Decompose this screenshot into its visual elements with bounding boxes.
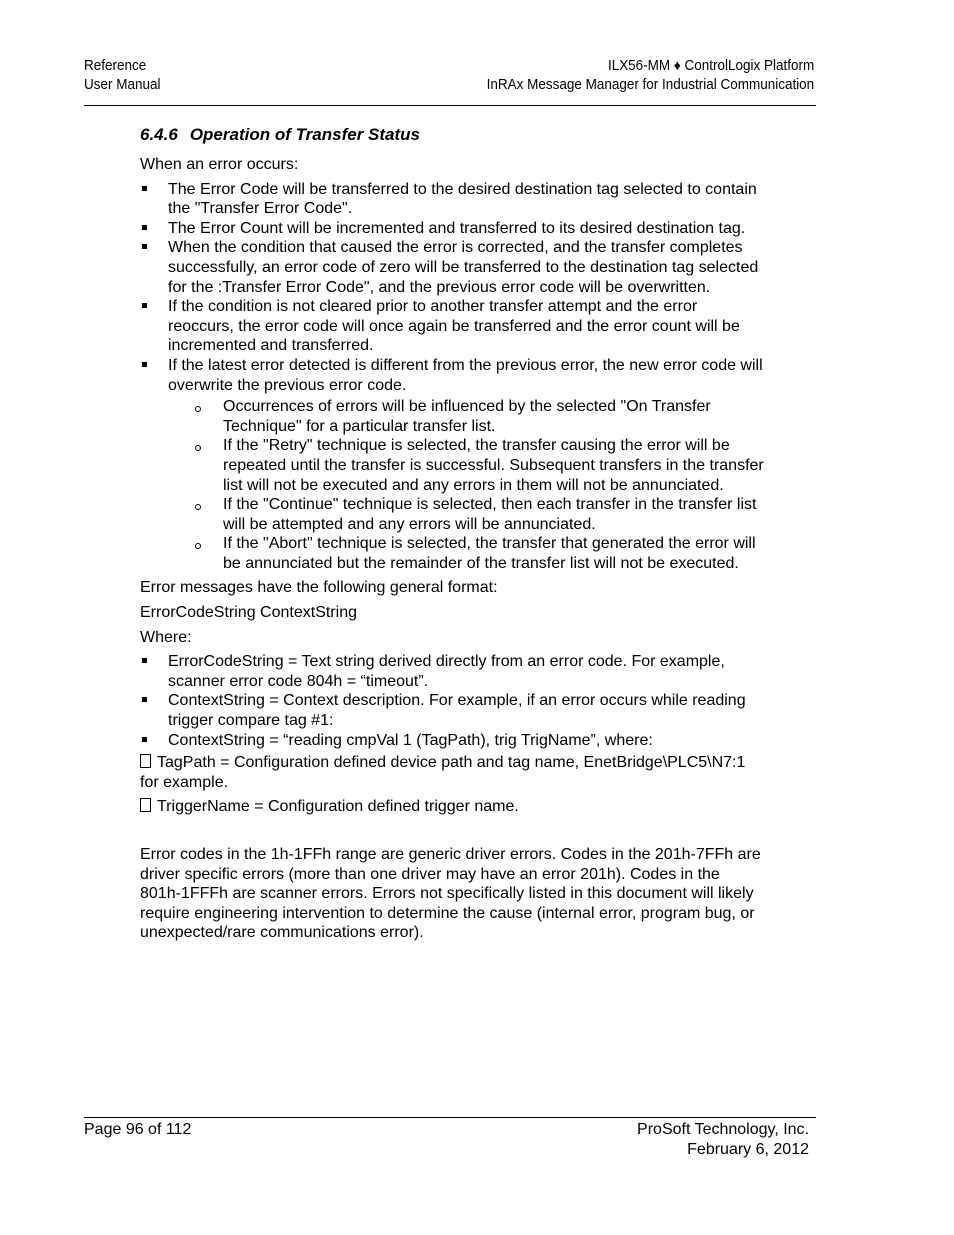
box-item-tagpath — [140, 753, 765, 792]
list-item-with-sublist — [140, 356, 765, 574]
page-number: Page 96 of 112 — [84, 1121, 192, 1138]
sub-list-item: Occurrences of errors will be influenced by the selected "On Transfer Technique" for a particular transfer list. — [195, 397, 765, 436]
where-label: Where: — [140, 628, 192, 646]
footer-company: ProSoft Technology, Inc. — [637, 1121, 809, 1138]
section-number: 6.4.6 — [140, 125, 178, 144]
format-example: ErrorCodeString ContextString — [140, 604, 357, 622]
header-right — [486, 57, 814, 95]
where-list — [140, 652, 765, 750]
transfer-technique-sublist — [168, 397, 765, 573]
missing-glyph-box-icon — [140, 754, 151, 768]
format-intro: Error messages have the following general format: — [140, 579, 498, 597]
section-title: Operation of Transfer Status — [189, 125, 420, 144]
header-product-subtitle: InRAx Message Manager for Industrial Communication — [486, 77, 814, 93]
error-codes-paragraph: Error codes in the 1h-1FFh range are generic driver errors. Codes in the 201h-7FFh are driver specific errors (more than one driver may have an error 201h). Codes in the 801h-1FFFh are scanner errors. Errors not specifically listed in this document will likely require engineering intervention to determine the cause (internal error, program bug, or unexpected/rare communications error). — [140, 846, 761, 942]
footer-divider — [84, 1117, 816, 1118]
list-item: When the condition that caused the error is corrected, and the transfer completes successfully, an error code of zero will be transferred to the destination tag selected for the :Transfer Error Code", and the previous error code will be overwritten. — [140, 238, 765, 297]
header-product: ILX56-MM ♦ ControlLogix Platform — [607, 58, 814, 74]
box-item-text: TagPath = Configuration defined device path and tag name, EnetBridge\PLC5\N7:1 for example. — [140, 754, 746, 791]
missing-glyph-box-icon — [140, 798, 151, 812]
header-divider — [84, 105, 816, 106]
list-item: ErrorCodeString = Text string derived directly from an error code. For example, scanner error code 804h = “timeout”. — [140, 652, 765, 691]
sub-list-item: If the "Retry" technique is selected, the transfer causing the error will be repeated until the transfer is successful. Subsequent transfers in the transfer list will not be executed and any errors in them will not be annunciated. — [195, 436, 765, 495]
list-item-text: If the latest error detected is different from the previous error, the new error code will overwrite the previous error code. — [168, 356, 763, 394]
list-item: The Error Count will be incremented and transferred to its desired destination tag. — [140, 219, 765, 239]
sub-list-item: If the "Continue" technique is selected, then each transfer in the transfer list will be attempted and any errors will be annunciated. — [195, 495, 765, 534]
list-item: The Error Code will be transferred to the desired destination tag selected to contain the "Transfer Error Code". — [140, 180, 765, 219]
footer-right — [637, 1120, 809, 1159]
footer-date: February 6, 2012 — [687, 1140, 809, 1158]
sub-list-item: If the "Abort" technique is selected, the transfer that generated the error will be annunciated but the remainder of the transfer list will not be executed. — [195, 534, 765, 573]
header-reference: Reference — [84, 58, 147, 74]
intro-text: When an error occurs: — [140, 156, 299, 173]
section-heading — [140, 124, 765, 146]
page-content — [140, 124, 765, 948]
error-behavior-list — [140, 180, 765, 574]
list-item: If the condition is not cleared prior to another transfer attempt and the error reoccurs, the error code will once again be transferred and the error count will be incremented and transferred. — [140, 297, 765, 356]
list-item: ContextString = Context description. For example, if an error occurs while reading trigger compare tag #1: — [140, 691, 765, 730]
header-user-manual: User Manual — [84, 77, 161, 93]
box-item-text: TriggerName = Configuration defined trigger name. — [157, 798, 519, 816]
box-item-triggername — [140, 797, 765, 817]
header-left — [84, 57, 160, 95]
list-item: ContextString = “reading cmpVal 1 (TagPath), trig TrigName”, where: — [140, 731, 765, 751]
